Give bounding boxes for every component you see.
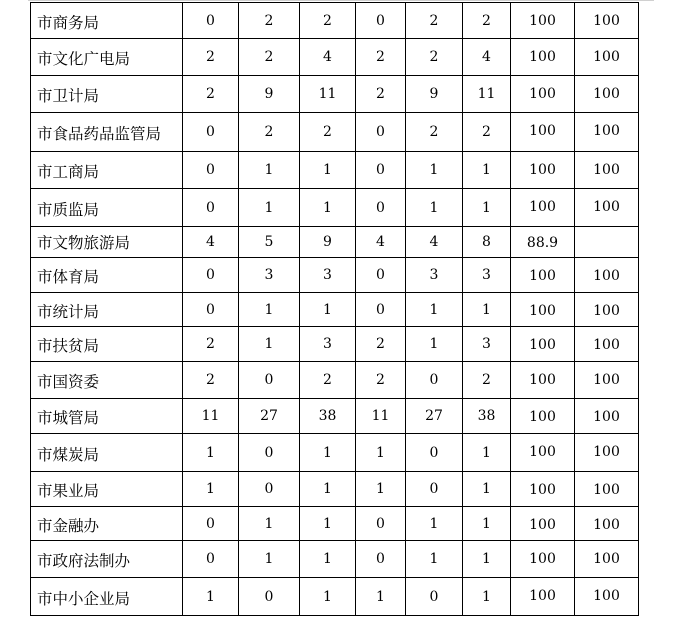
count-cell: 1 [406, 541, 463, 578]
unit-name-cell: 市国资委 [31, 362, 183, 399]
table-row [31, 293, 639, 327]
count-cell: 2 [239, 3, 300, 39]
rate-cell: 100 [511, 541, 575, 578]
count-cell: 1 [463, 293, 511, 327]
unit-name-cell: 市中小企业局 [31, 578, 183, 616]
rate-cell: 100 [575, 507, 639, 541]
count-cell: 9 [300, 227, 356, 258]
rate-cell: 100 [575, 258, 639, 293]
rate-cell: 100 [511, 362, 575, 399]
rate-cell: 100 [575, 76, 639, 113]
rate-cell: 100 [575, 434, 639, 472]
count-cell: 1 [300, 541, 356, 578]
count-cell: 0 [183, 3, 239, 39]
count-cell: 11 [183, 399, 239, 434]
count-cell: 1 [406, 189, 463, 227]
rate-cell: 100 [511, 507, 575, 541]
count-cell: 1 [300, 507, 356, 541]
count-cell: 1 [463, 578, 511, 616]
count-cell: 1 [300, 152, 356, 189]
rate-cell: 100 [511, 3, 575, 39]
unit-name-cell: 市体育局 [31, 258, 183, 293]
count-cell: 1 [356, 434, 406, 472]
count-cell: 1 [183, 472, 239, 507]
count-cell: 1 [300, 434, 356, 472]
rate-cell: 100 [511, 152, 575, 189]
count-cell: 1 [300, 293, 356, 327]
count-cell: 0 [239, 578, 300, 616]
count-cell: 1 [356, 472, 406, 507]
count-cell: 0 [183, 507, 239, 541]
count-cell: 1 [239, 507, 300, 541]
unit-name-cell: 市统计局 [31, 293, 183, 327]
count-cell: 1 [239, 189, 300, 227]
count-cell: 2 [300, 362, 356, 399]
count-cell: 1 [406, 327, 463, 362]
rate-cell: 100 [511, 113, 575, 152]
count-cell: 2 [183, 362, 239, 399]
count-cell: 0 [406, 472, 463, 507]
unit-name-cell: 市果业局 [31, 472, 183, 507]
count-cell: 2 [183, 39, 239, 76]
count-cell: 2 [406, 3, 463, 39]
count-cell: 0 [356, 113, 406, 152]
count-cell: 2 [463, 362, 511, 399]
count-cell: 2 [356, 362, 406, 399]
count-cell: 0 [356, 3, 406, 39]
rate-cell: 100 [511, 39, 575, 76]
count-cell: 2 [463, 113, 511, 152]
rate-cell: 100 [511, 327, 575, 362]
rate-cell: 100 [511, 578, 575, 616]
count-cell: 0 [183, 541, 239, 578]
rate-cell: 100 [575, 327, 639, 362]
count-cell: 4 [183, 227, 239, 258]
table-row [31, 76, 639, 113]
count-cell: 0 [406, 434, 463, 472]
table-row [31, 113, 639, 152]
count-cell: 2 [356, 327, 406, 362]
rate-cell: 88.9 [511, 227, 575, 258]
unit-name-cell: 市政府法制办 [31, 541, 183, 578]
count-cell: 1 [356, 578, 406, 616]
unit-name-cell: 市工商局 [31, 152, 183, 189]
count-cell: 3 [463, 327, 511, 362]
count-cell: 38 [463, 399, 511, 434]
table-row [31, 39, 639, 76]
table-row [31, 507, 639, 541]
rate-cell: 100 [511, 293, 575, 327]
table-body [31, 3, 639, 616]
count-cell: 1 [463, 507, 511, 541]
rate-cell: 100 [575, 3, 639, 39]
rate-cell: 100 [511, 399, 575, 434]
count-cell: 1 [239, 293, 300, 327]
count-cell: 0 [183, 293, 239, 327]
count-cell: 2 [356, 76, 406, 113]
count-cell: 9 [239, 76, 300, 113]
count-cell: 2 [183, 76, 239, 113]
table-row [31, 434, 639, 472]
count-cell: 0 [239, 362, 300, 399]
count-cell: 2 [356, 39, 406, 76]
rate-cell: 100 [511, 258, 575, 293]
count-cell: 1 [300, 189, 356, 227]
count-cell: 3 [300, 258, 356, 293]
unit-name-cell: 市质监局 [31, 189, 183, 227]
unit-name-cell: 市文化广电局 [31, 39, 183, 76]
count-cell: 27 [239, 399, 300, 434]
count-cell: 2 [463, 3, 511, 39]
count-cell: 1 [463, 152, 511, 189]
rate-cell: 100 [575, 113, 639, 152]
count-cell: 0 [356, 258, 406, 293]
count-cell: 0 [406, 578, 463, 616]
count-cell: 3 [463, 258, 511, 293]
count-cell: 0 [183, 258, 239, 293]
count-cell: 9 [406, 76, 463, 113]
count-cell: 0 [356, 541, 406, 578]
rate-cell: 100 [575, 362, 639, 399]
count-cell: 1 [183, 578, 239, 616]
count-cell: 4 [356, 227, 406, 258]
count-cell: 2 [300, 113, 356, 152]
count-cell: 2 [239, 113, 300, 152]
unit-name-cell: 市扶贫局 [31, 327, 183, 362]
table-row [31, 258, 639, 293]
count-cell: 2 [406, 39, 463, 76]
count-cell: 2 [406, 113, 463, 152]
count-cell: 3 [239, 258, 300, 293]
count-cell: 0 [356, 152, 406, 189]
count-cell: 0 [183, 152, 239, 189]
count-cell: 4 [463, 39, 511, 76]
table-row [31, 152, 639, 189]
count-cell: 8 [463, 227, 511, 258]
table-row [31, 578, 639, 616]
rate-cell: 100 [575, 472, 639, 507]
unit-name-cell: 市食品药品监管局 [31, 113, 183, 152]
rate-cell: 100 [511, 76, 575, 113]
table-row [31, 227, 639, 258]
count-cell: 27 [406, 399, 463, 434]
unit-name-cell: 市商务局 [31, 3, 183, 39]
count-cell: 11 [463, 76, 511, 113]
count-cell: 1 [239, 152, 300, 189]
count-cell: 1 [406, 293, 463, 327]
table-row [31, 541, 639, 578]
count-cell: 1 [463, 541, 511, 578]
page-top-rule [28, 0, 654, 1]
count-cell: 5 [239, 227, 300, 258]
count-cell: 4 [406, 227, 463, 258]
count-cell: 11 [356, 399, 406, 434]
rate-cell: 100 [575, 578, 639, 616]
count-cell: 11 [300, 76, 356, 113]
count-cell: 0 [183, 113, 239, 152]
rate-cell: 100 [575, 541, 639, 578]
count-cell: 1 [239, 541, 300, 578]
count-cell: 1 [406, 152, 463, 189]
table-row [31, 399, 639, 434]
unit-name-cell: 市文物旅游局 [31, 227, 183, 258]
count-cell: 1 [463, 472, 511, 507]
count-cell: 1 [463, 189, 511, 227]
count-cell: 38 [300, 399, 356, 434]
unit-name-cell: 市城管局 [31, 399, 183, 434]
rate-cell [575, 227, 639, 258]
rate-cell: 100 [511, 189, 575, 227]
count-cell: 1 [239, 327, 300, 362]
count-cell: 2 [300, 3, 356, 39]
table-row [31, 362, 639, 399]
count-cell: 1 [300, 472, 356, 507]
count-cell: 2 [183, 327, 239, 362]
count-cell: 3 [406, 258, 463, 293]
rate-cell: 100 [511, 472, 575, 507]
count-cell: 1 [406, 507, 463, 541]
unit-name-cell: 市煤炭局 [31, 434, 183, 472]
count-cell: 0 [183, 189, 239, 227]
count-cell: 3 [300, 327, 356, 362]
count-cell: 2 [239, 39, 300, 76]
table-row [31, 472, 639, 507]
rate-cell: 100 [575, 293, 639, 327]
unit-name-cell: 市金融办 [31, 507, 183, 541]
count-cell: 0 [356, 507, 406, 541]
rate-cell: 100 [575, 399, 639, 434]
count-cell: 1 [463, 434, 511, 472]
table-row [31, 327, 639, 362]
count-cell: 0 [356, 293, 406, 327]
count-cell: 0 [239, 472, 300, 507]
table-row [31, 189, 639, 227]
rate-cell: 100 [575, 39, 639, 76]
count-cell: 0 [356, 189, 406, 227]
count-cell: 0 [239, 434, 300, 472]
statistics-table [30, 2, 639, 616]
count-cell: 1 [300, 578, 356, 616]
rate-cell: 100 [575, 189, 639, 227]
rate-cell: 100 [575, 152, 639, 189]
count-cell: 4 [300, 39, 356, 76]
count-cell: 0 [406, 362, 463, 399]
unit-name-cell: 市卫计局 [31, 76, 183, 113]
table-row [31, 3, 639, 39]
rate-cell: 100 [511, 434, 575, 472]
count-cell: 1 [183, 434, 239, 472]
